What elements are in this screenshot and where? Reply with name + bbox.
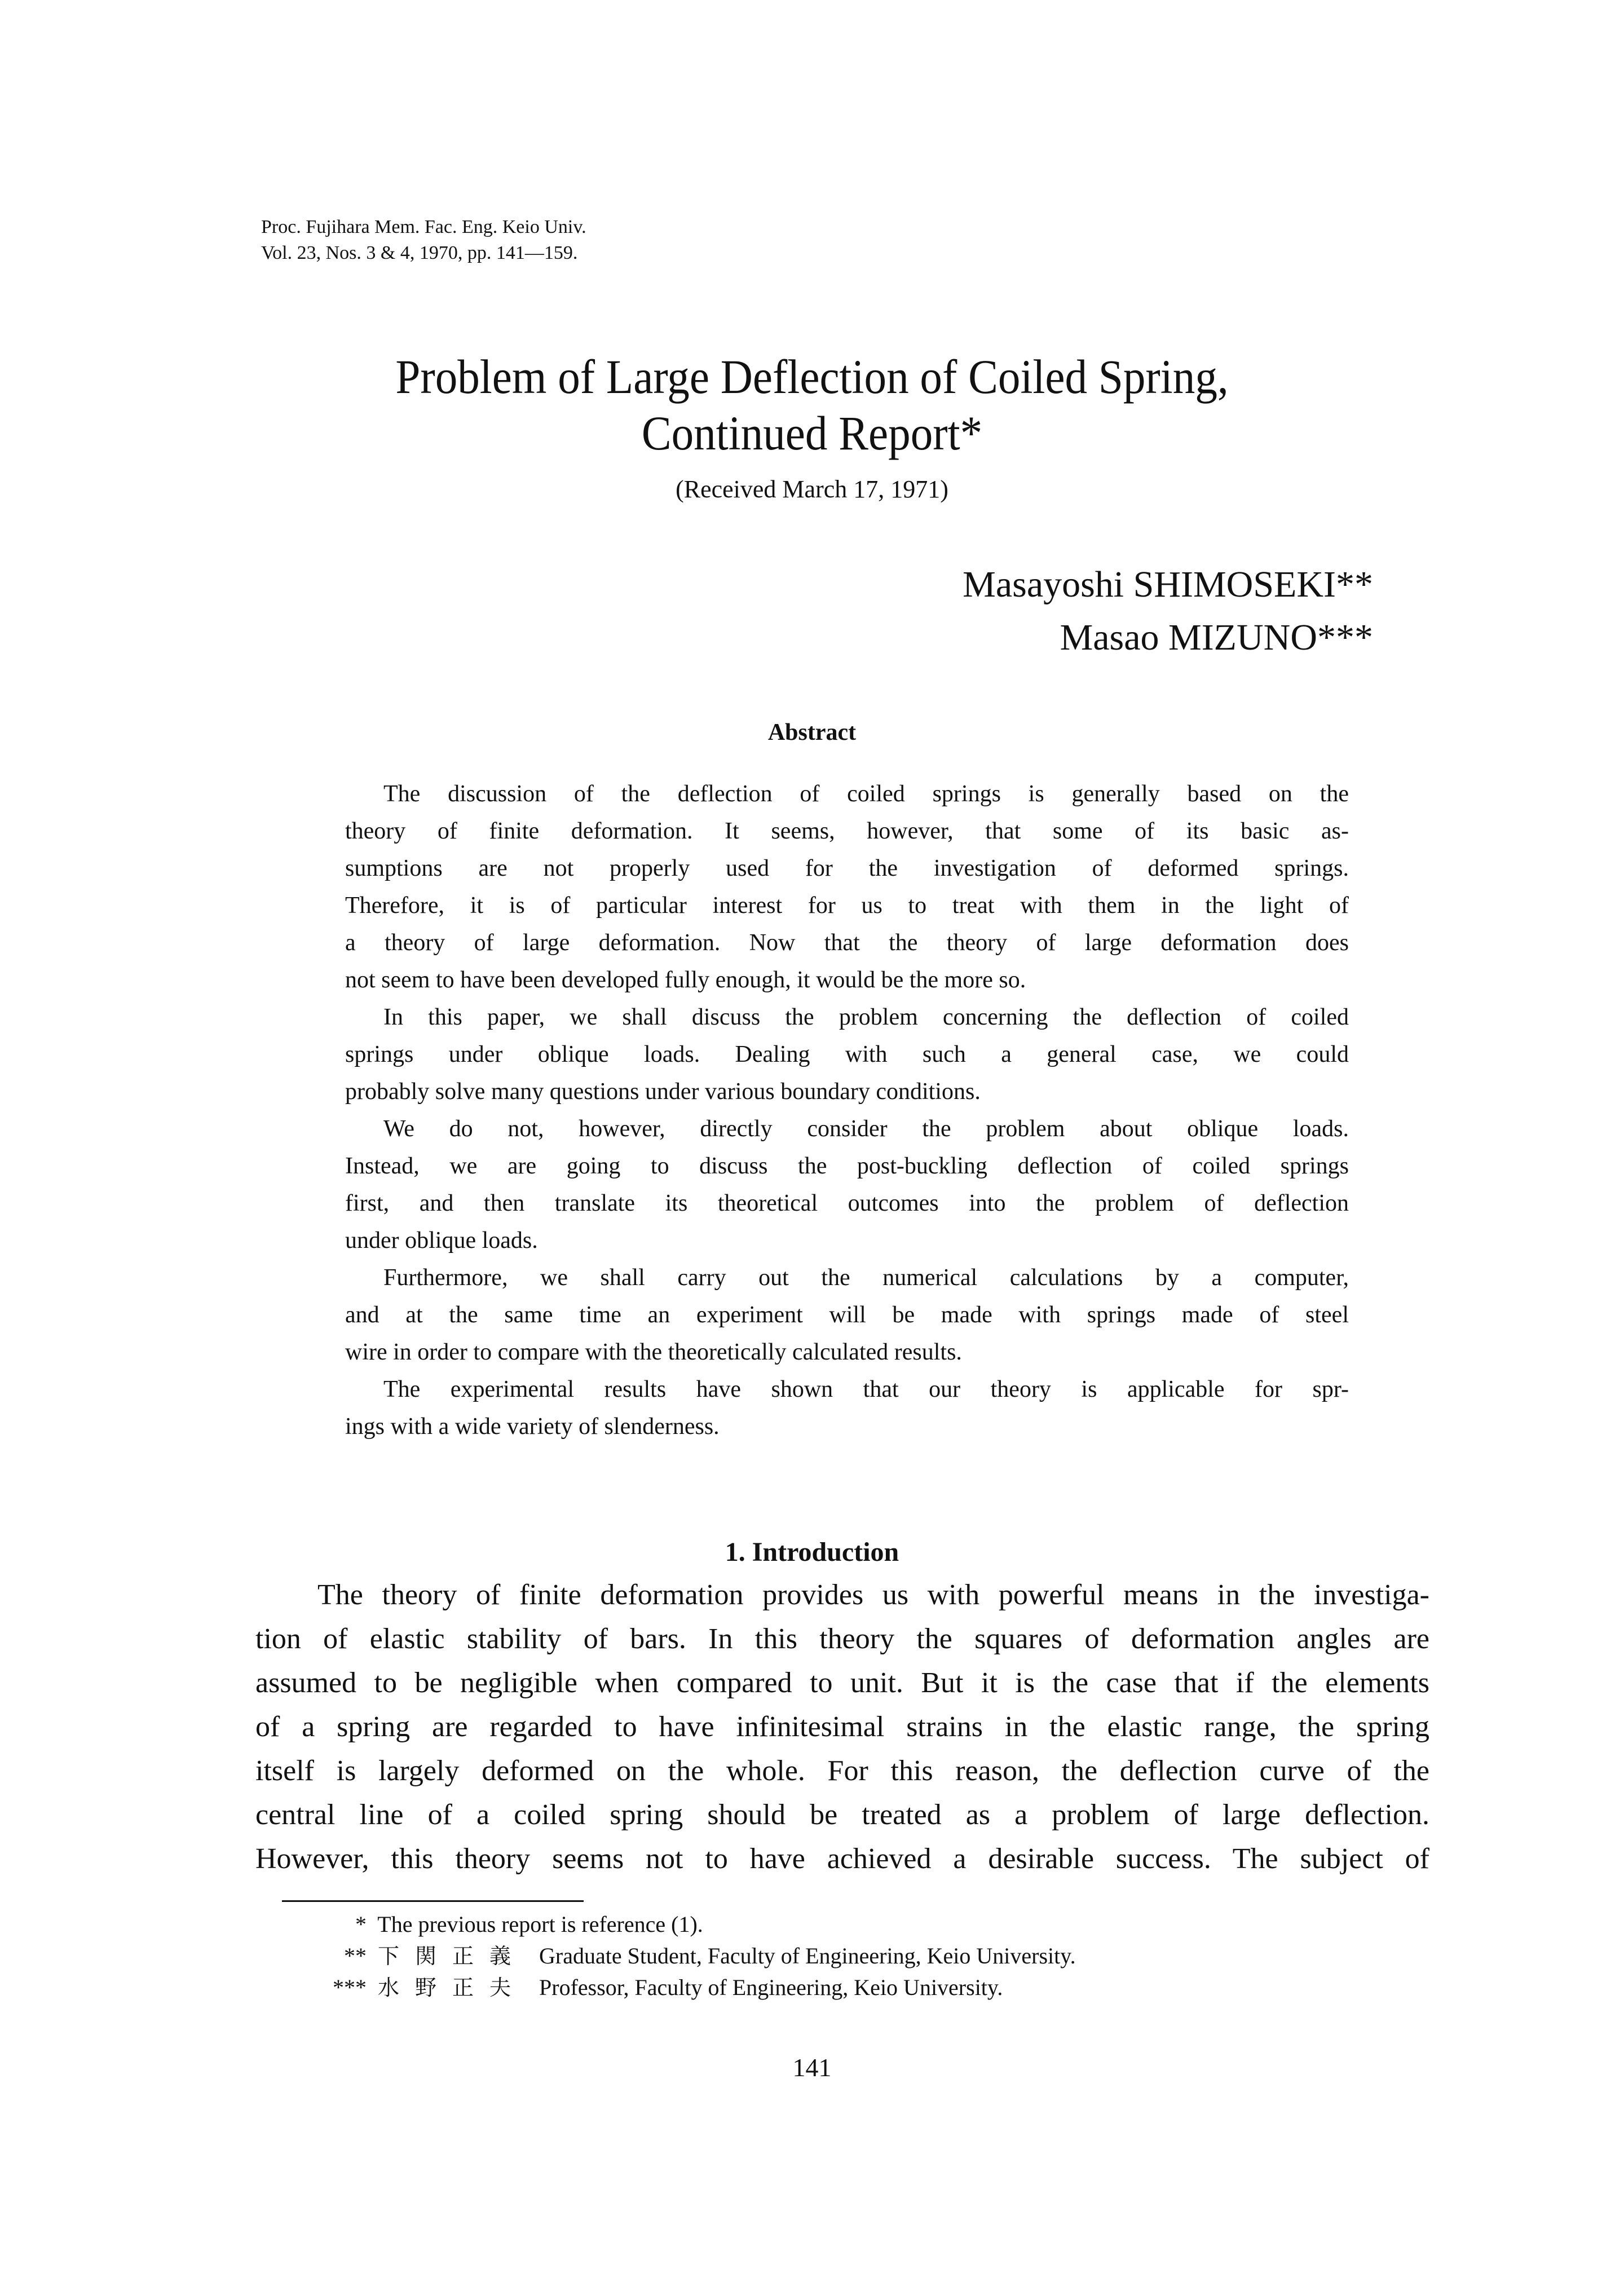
author-kanji-name: 下関正義 [378,1944,527,1968]
page-number: 141 [792,2053,832,2082]
text-line: The discussion of the deflection of coiled springs is generally based on the [383,781,1349,807]
footnote-text: The previous report is reference (1). [377,1912,703,1937]
journal-name: Proc. Fujihara Mem. Fac. Eng. Keio Univ. [261,217,586,237]
text-line: The theory of finite deformation provides us with powerful means in the investiga- [317,1579,1429,1611]
text-line: and at the same time an experiment will be made with springs made of steel [345,1302,1349,1328]
text-line: not seem to have been developed fully enough, it would be the more so. [345,967,1026,993]
abstract-paragraph [345,775,1349,999]
text-line: a theory of large deformation. Now that the theory of large deformation does [345,930,1349,956]
author-name: Masao MIZUNO*** [1060,617,1373,658]
text-line: In this paper, we shall discuss the problem concerning the deflection of coiled [383,1004,1349,1030]
text-line: springs under oblique loads. Dealing with such a general case, we could [345,1041,1349,1067]
footnote-text: Graduate Student, Faculty of Engineering, Keio University. [539,1943,1076,1968]
text-line: We do not, however, directly consider the problem about oblique loads. [383,1116,1349,1142]
paper-title [65,348,1559,461]
text-line: under oblique loads. [345,1228,538,1253]
footnotes [316,1909,1076,2003]
author-kanji-name: 水野正夫 [378,1975,527,2000]
journal-volume: Vol. 23, Nos. 3 & 4, 1970, pp. 141—159. [261,242,578,263]
paper-title-line-1: Problem of Large Deflection of Coiled Spring, [395,349,1229,404]
abstract-paragraph [345,1259,1349,1371]
text-line: Instead, we are going to discuss the post-buckling deflection of coiled springs [345,1153,1349,1179]
introduction-body [255,1573,1429,1881]
text-line: central line of a coiled spring should be treated as a problem of large deflection. [255,1799,1429,1831]
paper-title-line-2: Continued Report* [641,405,983,460]
text-line: Furthermore, we shall carry out the numerical calculations by a computer, [383,1265,1349,1291]
text-line: of a spring are regarded to have infinitesimal strains in the elastic range, the spring [255,1711,1429,1743]
text-line: first, and then translate its theoretical outcomes into the problem of deflection [345,1190,1349,1216]
footnote [316,1972,1076,2003]
journal-citation [261,214,586,266]
abstract-paragraph [345,999,1349,1110]
text-line: sumptions are not properly used for the investigation of deformed springs. [345,855,1349,881]
text-line: Therefore, it is of particular interest for us to treat with them in the light of [345,893,1349,919]
abstract-body [345,775,1349,1445]
footnote-text: Professor, Faculty of Engineering, Keio University. [539,1975,1003,2000]
footnote [316,1909,1076,1940]
text-line: itself is largely deformed on the whole. For this reason, the deflection curve of the [255,1755,1429,1787]
text-line: theory of finite deformation. It seems, however, that some of its basic as- [345,818,1349,844]
text-line: tion of elastic stability of bars. In this theory the squares of deformation angles are [255,1623,1429,1655]
text-line: ings with a wide variety of slenderness. [345,1414,720,1440]
footnote [316,1940,1076,1972]
section-heading-introduction: 1. Introduction [725,1537,899,1567]
abstract-paragraph [345,1110,1349,1259]
text-line: probably solve many questions under various boundary conditions. [345,1079,981,1105]
footnote-mark: ** [344,1943,367,1968]
author-list [963,558,1373,664]
text-line: wire in order to compare with the theoretically calculated results. [345,1339,962,1365]
abstract-paragraph [345,1371,1349,1445]
received-date: (Received March 17, 1971) [676,475,948,503]
text-line: The experimental results have shown that our theory is applicable for spr- [383,1376,1349,1402]
text-line: assumed to be negligible when compared to unit. But it is the case that if the elements [255,1667,1429,1699]
abstract-heading: Abstract [767,720,857,745]
author-name: Masayoshi SHIMOSEKI** [963,564,1373,605]
footnote-mark: *** [333,1975,367,2000]
text-line: However, this theory seems not to have achieved a desirable success. The subject of [255,1843,1429,1875]
footnote-mark: * [355,1912,367,1937]
footnote-divider [282,1900,584,1902]
